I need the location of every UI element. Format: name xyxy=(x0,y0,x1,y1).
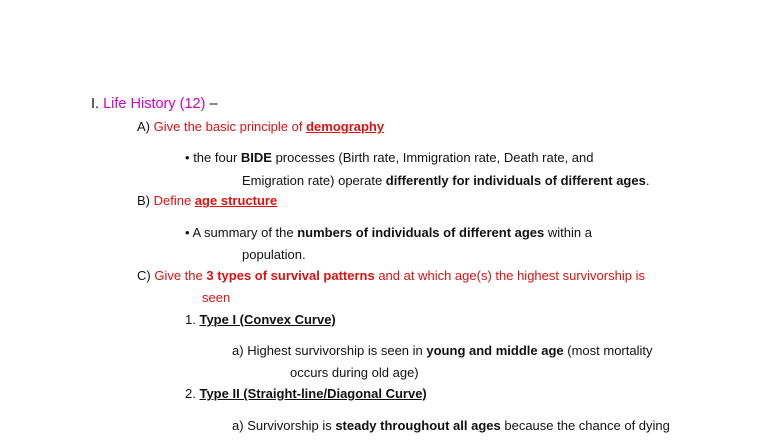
answer-a-text-1: the four xyxy=(193,150,241,165)
section-dash: – xyxy=(205,96,218,112)
answer-a-text-2: processes (Birth rate, Immigration rate, Death rate, and xyxy=(271,150,594,165)
type-2-text-1: Survivorship is xyxy=(247,418,336,433)
answer-a-text-4: . xyxy=(645,173,650,188)
answer-a-keyword-1: BIDE xyxy=(240,150,272,165)
type-1-keyword: young and middle age xyxy=(426,343,564,358)
type-1-label: Type I (Convex Curve) xyxy=(199,312,336,327)
type-1-detail-line-1 xyxy=(232,343,652,359)
answer-b-line-1 xyxy=(185,225,592,241)
question-c-letter: C) xyxy=(137,268,151,283)
bullet-a: • xyxy=(185,150,190,165)
question-a-letter: A) xyxy=(137,119,150,134)
type-2-keyword: steady throughout all ages xyxy=(335,418,501,433)
type-2-number: 2. xyxy=(185,386,196,401)
type-1-text-2: (most mortality xyxy=(563,343,653,358)
question-b-prompt: Define xyxy=(153,193,195,208)
question-c-prompt-2: and at which age(s) the highest survivorship is xyxy=(374,268,645,283)
answer-b-text-2: within a xyxy=(544,225,592,240)
answer-b-text-1: A summary of the xyxy=(192,225,298,240)
answer-a-text-3: Emigration rate) operate xyxy=(242,173,386,188)
question-a-prompt: Give the basic principle of xyxy=(153,119,307,134)
section-title: Life History (12) xyxy=(103,96,206,112)
answer-b-keyword-1: numbers of individuals of different ages xyxy=(297,225,545,240)
type-1-detail-line-2 xyxy=(290,365,419,381)
answer-a-line-2 xyxy=(242,173,649,189)
type-2-heading xyxy=(185,386,427,402)
question-a xyxy=(137,119,384,135)
question-c-keyword: 3 types of survival patterns xyxy=(206,268,375,283)
answer-b-text-3: population. xyxy=(242,247,306,262)
type-2-text-2: because the chance of dying xyxy=(500,418,670,433)
question-c-prompt-3: seen xyxy=(202,290,231,305)
section-numeral: I. xyxy=(91,96,100,112)
bullet-b: • xyxy=(185,225,190,240)
question-b-letter: B) xyxy=(137,193,150,208)
type-1-sub-letter: a) xyxy=(232,343,244,358)
type-2-label: Type II (Straight-line/Diagonal Curve) xyxy=(199,386,427,401)
type-1-heading xyxy=(185,312,336,328)
question-b-keyword: age structure xyxy=(194,193,278,208)
type-1-text-3: occurs during old age) xyxy=(290,365,419,380)
question-a-keyword: demography xyxy=(306,119,385,134)
type-1-number: 1. xyxy=(185,312,196,327)
answer-b-line-2 xyxy=(242,247,306,263)
answer-a-line-1 xyxy=(185,150,593,166)
type-1-text-1: Highest survivorship is seen in xyxy=(247,343,427,358)
type-2-detail-line-1 xyxy=(232,418,670,434)
section-heading xyxy=(91,96,218,112)
question-c-line-2 xyxy=(202,290,230,306)
question-c-prompt-1: Give the xyxy=(154,268,207,283)
type-2-sub-letter: a) xyxy=(232,418,244,433)
question-c xyxy=(137,268,645,284)
question-b xyxy=(137,193,277,209)
answer-a-keyword-2: differently for individuals of different ages xyxy=(385,173,646,188)
